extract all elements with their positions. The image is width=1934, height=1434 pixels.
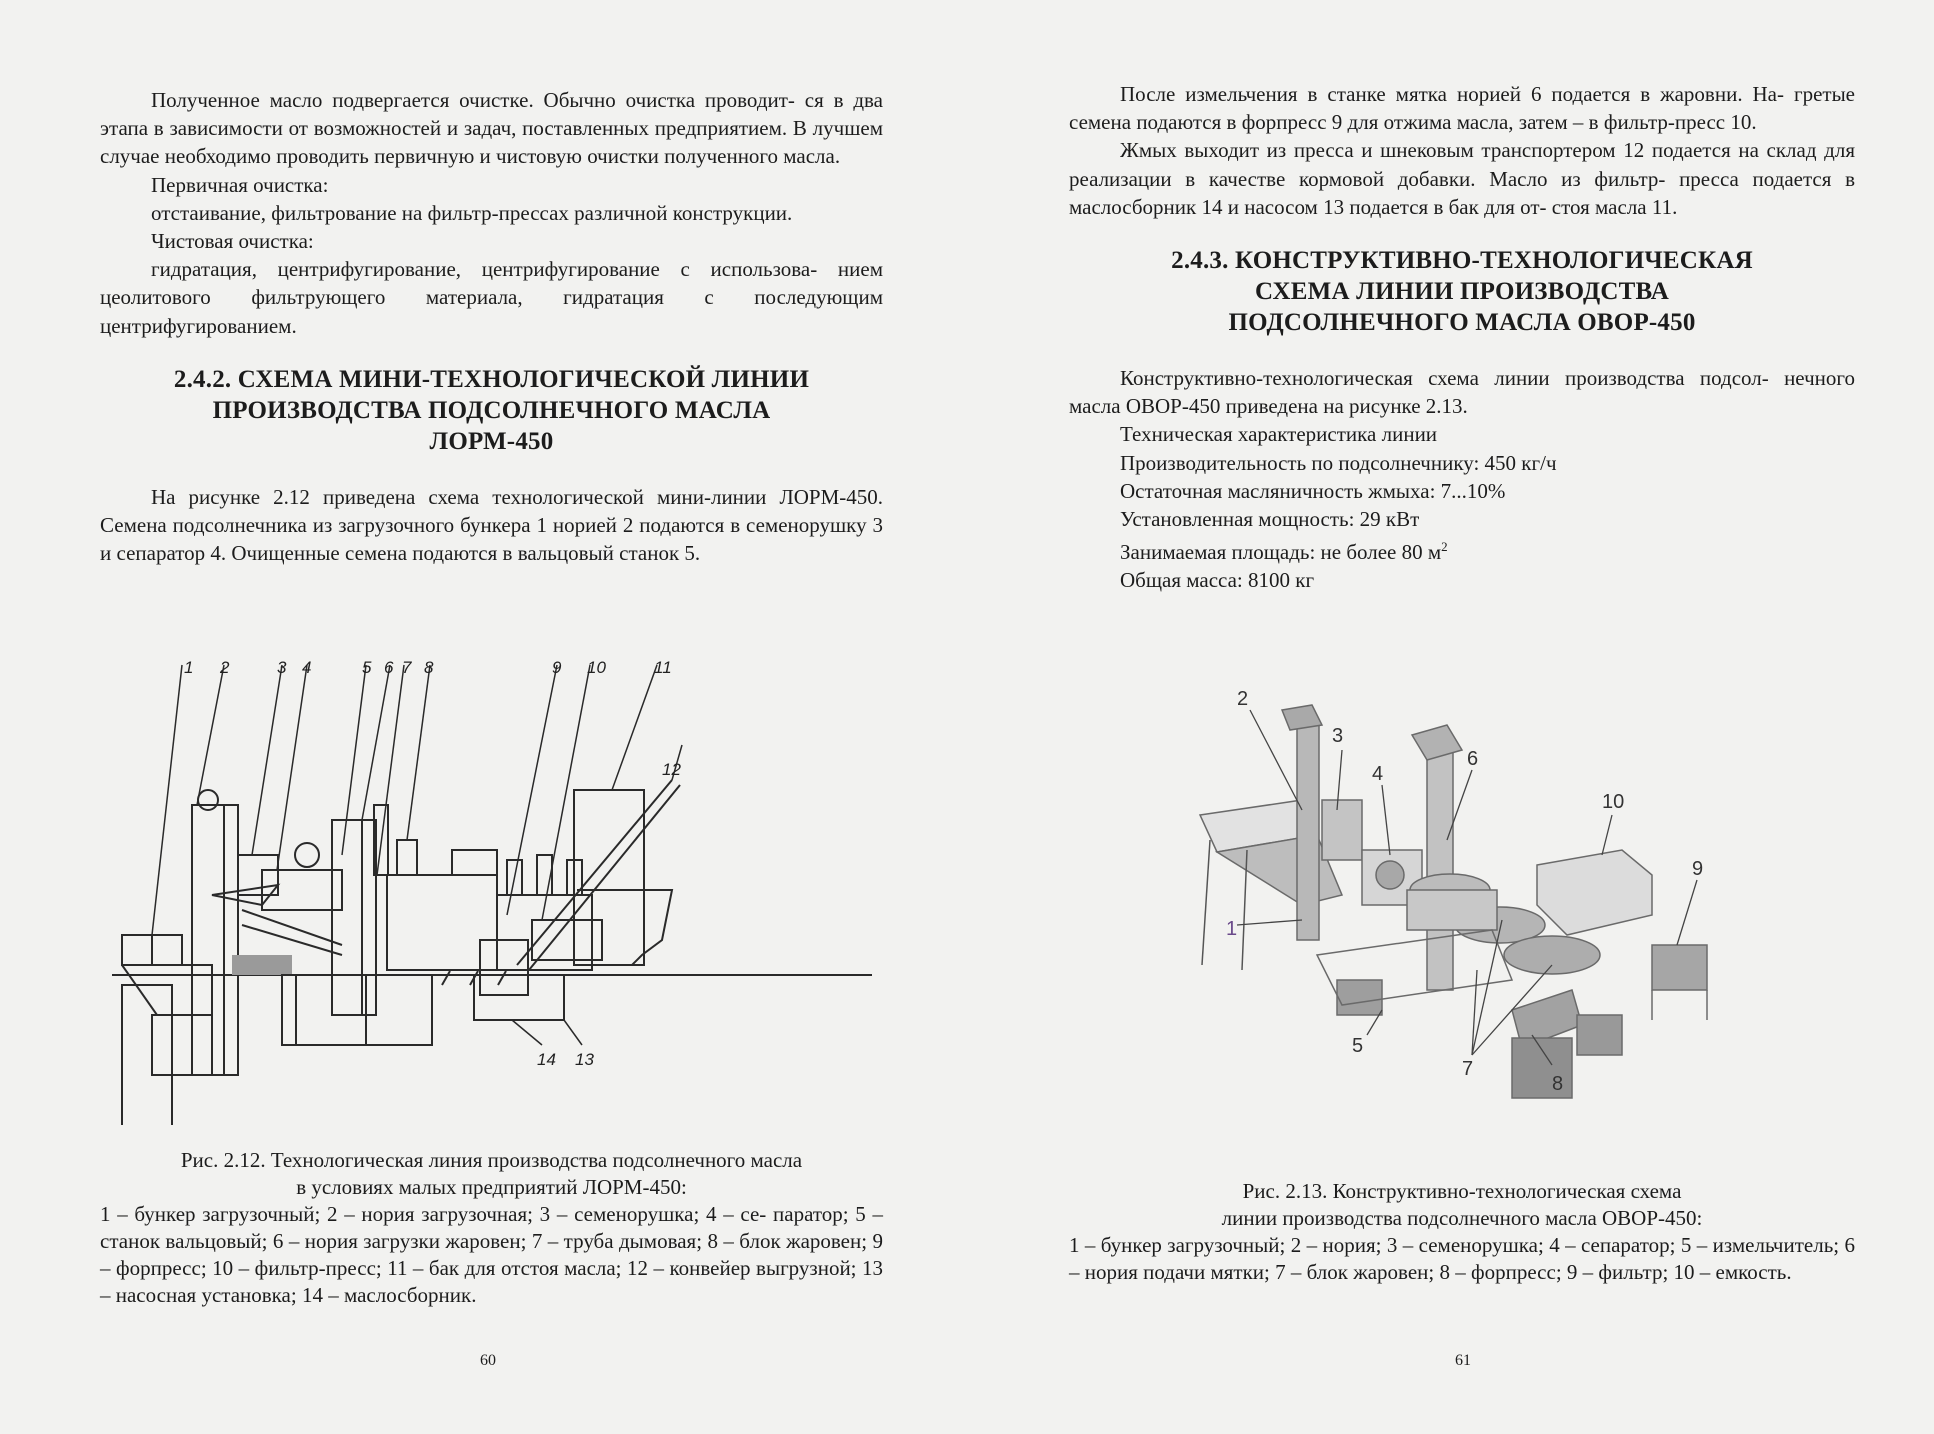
fig1-label: 8 bbox=[424, 658, 434, 677]
legend-line: дымовая; 8 – блок жаровен; 9 – форпресс; 10 – фильтр-пресс; 11 – бак для bbox=[100, 1229, 884, 1280]
text-line: в фильтр-пресс 10. bbox=[1588, 110, 1757, 135]
lorm-intro-paragraph bbox=[100, 483, 883, 568]
fig1-label: 3 bbox=[277, 658, 287, 677]
fig1-label: 7 bbox=[402, 658, 412, 677]
text-line: пресса подается в маслосборник 14 и насосом 13 подается в бак для от- bbox=[1069, 166, 1855, 219]
spec-mass: Общая масса: 8100 кг bbox=[1120, 568, 1315, 593]
text-line: гидратация, центрифугирование, центрифугирование с использова- bbox=[151, 257, 818, 282]
primary-cleaning-label: Первичная очистка: bbox=[151, 172, 329, 197]
equipment-rendering bbox=[1182, 680, 1762, 1150]
figure-2-13-render bbox=[1182, 680, 1762, 1150]
section-heading-2-4-2 bbox=[100, 364, 883, 457]
figure-2-13-caption-block bbox=[1069, 1178, 1855, 1286]
fig1-label: 9 bbox=[552, 658, 562, 677]
spec-capacity: Производительность по подсолнечнику: 450 кг/ч bbox=[1120, 450, 1557, 475]
fig2-label: 9 bbox=[1692, 858, 1704, 880]
figure-2-12-caption-block bbox=[100, 1147, 883, 1309]
figure-caption bbox=[100, 1147, 883, 1201]
figure-caption bbox=[1069, 1178, 1855, 1232]
fig1-label: 12 bbox=[662, 760, 681, 779]
text-line: гретые семена подаются в форпресс 9 для отжима масла, затем – bbox=[1069, 82, 1855, 135]
page-number: 60 bbox=[480, 1352, 496, 1369]
fig1-label: 6 bbox=[384, 658, 394, 677]
spec-residual-oil: Остаточная масляничность жмыха: 7...10% bbox=[1120, 478, 1506, 503]
spec-power: Установленная мощность: 29 кВт bbox=[1120, 507, 1420, 532]
legend-line: измельчитель; 6 – нория подачи мятки; 7 – блок жаровен; 8 – форпресс; bbox=[1069, 1233, 1856, 1284]
text-line: стоя масла 11. bbox=[1551, 194, 1678, 219]
caption-line: в условиях малых предприятий ЛОРМ-450: bbox=[296, 1175, 687, 1199]
heading-line: ПОДСОЛНЕЧНОГО МАСЛА ОВОР-450 bbox=[1228, 309, 1696, 337]
fig1-label: 13 bbox=[575, 1050, 594, 1069]
fig2-label: 3 bbox=[1332, 725, 1344, 747]
fig2-label: 5 bbox=[1352, 1035, 1364, 1057]
fig1-label: 10 bbox=[587, 658, 606, 677]
text-line: После измельчения в станке мятка норией 6 подается в жаровни. На- bbox=[1120, 82, 1784, 106]
text-line: Жмых выходит из пресса и шнековым транспортером 12 подается на bbox=[1120, 138, 1759, 163]
text-line: склад для реализации в качестве кормовой добавки. Масло из фильтр- bbox=[1069, 138, 1855, 191]
text-line: нием цеолитового фильтрующего материала, гидратация с последующим bbox=[100, 257, 883, 310]
fig1-label: 11 bbox=[654, 658, 672, 677]
caption-line: линии производства подсолнечного масла ОВОР-450: bbox=[1221, 1206, 1703, 1230]
fig1-label: 4 bbox=[302, 658, 312, 677]
fig2-label: 8 bbox=[1552, 1073, 1564, 1095]
fig1-label: 5 bbox=[362, 658, 372, 677]
page-number: 61 bbox=[1455, 1352, 1471, 1369]
spec-area-superscript: 2 bbox=[1441, 539, 1448, 555]
fig2-label: 7 bbox=[1462, 1058, 1474, 1080]
final-cleaning-label: Чистовая очистка: bbox=[151, 229, 314, 254]
text-line: чистовую очистки полученного масла. bbox=[496, 144, 841, 169]
oil-cleaning-paragraph bbox=[100, 86, 883, 171]
schematic-drawing bbox=[112, 655, 882, 1125]
fig2-label: 10 bbox=[1602, 791, 1625, 813]
spec-area bbox=[1069, 533, 1855, 566]
text-line: Полученное масло подвергается очистке. Обычно очистка проводит- bbox=[151, 88, 795, 112]
figure-legend bbox=[100, 1201, 883, 1309]
figure-2-12-schematic bbox=[112, 655, 882, 1125]
primary-cleaning-text: отстаивание, фильтрование на фильтр-прессах различной конструкции. bbox=[151, 200, 793, 225]
cake-paragraph bbox=[1069, 136, 1855, 221]
heading-line: ПРОИЗВОДСТВА ПОДСОЛНЕЧНОГО МАСЛА bbox=[212, 396, 771, 424]
legend-line: отстоя масла; 12 – конвейер выгрузной; 13 – насосная установка; 14 – bbox=[100, 1256, 884, 1307]
right-text-column bbox=[1069, 80, 1855, 595]
legend-line: паратор; 5 – станок вальцовый; 6 – нория загрузки жаровен; 7 – труба bbox=[100, 1202, 884, 1253]
grinding-paragraph bbox=[1069, 80, 1855, 136]
legend-line: маслосборник. bbox=[343, 1283, 477, 1307]
fig1-label: 14 bbox=[537, 1050, 556, 1069]
fig2-label: 2 bbox=[1237, 688, 1249, 710]
spec-area-text: Занимаемая площадь: не более 80 м bbox=[1120, 540, 1442, 565]
fig2-label: 1 bbox=[1226, 918, 1238, 940]
text-line: центрифугированием. bbox=[100, 313, 297, 338]
fig2-label: 4 bbox=[1372, 763, 1384, 785]
heading-line: СХЕМА ЛИНИИ ПРОИЗВОДСТВА bbox=[1254, 278, 1670, 306]
heading-line: 2.4.2. СХЕМА МИНИ-ТЕХНОЛОГИЧЕСКОЙ ЛИНИИ bbox=[173, 365, 810, 393]
left-text-column bbox=[100, 86, 883, 567]
text-line: ЛОРМ-450. Семена подсолнечника из загрузочного бункера 1 норией 2 bbox=[100, 484, 883, 538]
text-line: ся в два этапа в зависимости от возможностей и задач, поставленных bbox=[100, 88, 883, 141]
text-line: Конструктивно-технологическая схема линии производства подсол- bbox=[1120, 366, 1769, 391]
right-page bbox=[967, 0, 1934, 1434]
legend-line: 9 – фильтр; 10 – емкость. bbox=[1566, 1260, 1792, 1284]
specs-title: Техническая характеристика линии bbox=[1120, 422, 1438, 447]
fig2-label: 6 bbox=[1467, 748, 1479, 770]
heading-line: 2.4.3. КОНСТРУКТИВНО-ТЕХНОЛОГИЧЕСКАЯ bbox=[1171, 247, 1753, 275]
caption-line: Рис. 2.12. Технологическая линия производства подсолнечного масла bbox=[180, 1148, 803, 1172]
text-line: На рисунке 2.12 приведена схема технологической мини-линии bbox=[151, 484, 767, 509]
legend-line: 1 – бункер загрузочный; 2 – нория; 3 – семенорушка; 4 – сепаратор; 5 – bbox=[1069, 1233, 1708, 1257]
elevator-shape bbox=[192, 805, 224, 1075]
fig1-label: 2 bbox=[220, 658, 230, 677]
text-line: предприятием. В лучшем случае необходимо проводить первичную и bbox=[100, 116, 883, 169]
caption-line: Рис. 2.13. Конструктивно-технологическая схема bbox=[1242, 1179, 1682, 1203]
text-line: нечного масла ОВОР-450 приведена на рисунке 2.13. bbox=[1069, 366, 1855, 419]
figure-legend bbox=[1069, 1232, 1855, 1286]
text-line: подаются в семенорушку 3 и сепаратор 4. Очищенные семена подаются в bbox=[100, 513, 884, 566]
section-heading-2-4-3 bbox=[1069, 245, 1855, 338]
fig1-label: 1 bbox=[184, 658, 194, 677]
heading-line: ЛОРМ-450 bbox=[429, 427, 554, 455]
ovor-intro-paragraph bbox=[1069, 364, 1855, 420]
final-cleaning-text bbox=[100, 255, 883, 340]
legend-line: 1 – бункер загрузочный; 2 – нория загрузочная; 3 – семенорушка; 4 – се- bbox=[100, 1202, 767, 1226]
text-line: вальцовый станок 5. bbox=[517, 541, 701, 566]
